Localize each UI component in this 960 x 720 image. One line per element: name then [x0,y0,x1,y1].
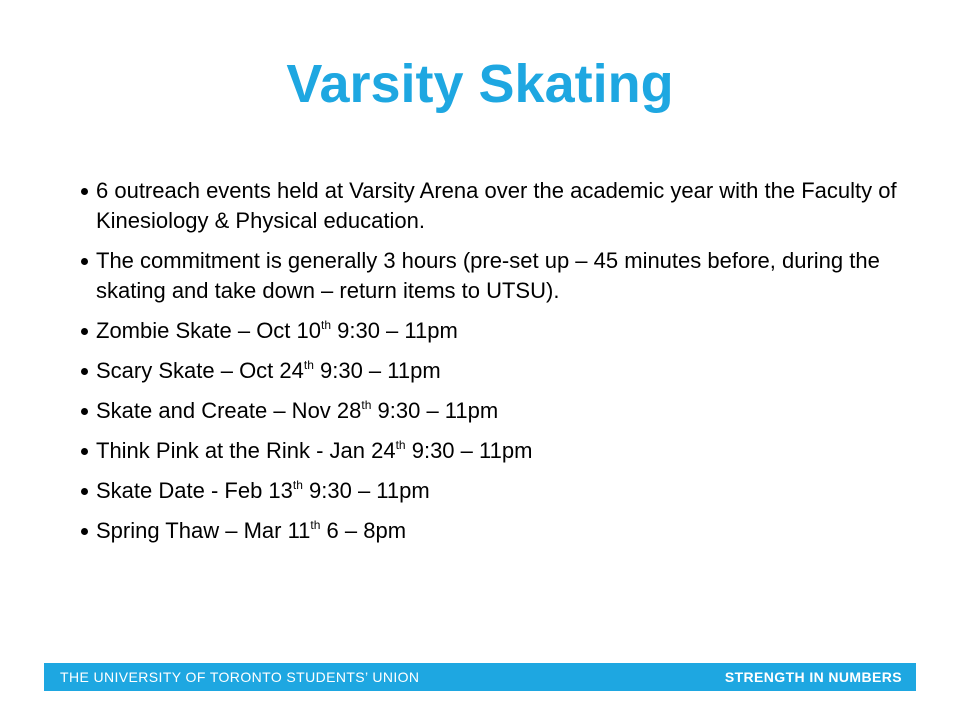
bullet-text-after: 9:30 – 11pm [313,358,441,383]
bullet-item [78,516,918,546]
bullet-superscript: th [395,438,406,452]
bullet-text-after: 9:30 – 11pm [371,398,499,423]
slide-title: Varsity Skating [286,54,674,114]
bullet-list [78,176,918,556]
bullet-superscript: th [292,478,303,492]
bullet-item [78,356,918,386]
bullet-item [78,246,918,306]
bullet-text: Skate and Create – Nov 28 [96,398,362,423]
bullet-item [78,436,918,466]
bullet-item [78,476,918,506]
bullet-item [78,396,918,426]
bullet-superscript: th [321,318,332,332]
bullet-text-after: 9:30 – 11pm [302,478,430,503]
bullet-text: Skate Date - Feb 13 [96,478,293,503]
bullet-superscript: th [303,358,314,372]
bullet-text-after: 6 – 8pm [320,518,407,543]
bullet-item [78,176,918,236]
bullet-text: Scary Skate – Oct 24 [96,358,304,383]
bullet-item [78,316,918,346]
bullet-text: Think Pink at the Rink - Jan 24 [96,438,396,463]
bullet-text: Zombie Skate – Oct 10 [96,318,321,343]
bullet-superscript: th [310,518,321,532]
bullet-text: Spring Thaw – Mar 11 [96,518,311,543]
footer-union-name: THE UNIVERSITY OF TORONTO STUDENTS’ UNION [60,669,420,685]
footer-slogan: STRENGTH IN NUMBERS [724,669,902,685]
bullet-text-after: 9:30 – 11pm [405,438,533,463]
bullet-superscript: th [361,398,372,412]
bullet-text: 6 outreach events held at Varsity Arena over the academic year with the Faculty of Kinesiology & Physical education. [96,178,897,233]
footer-bar [44,663,916,691]
bullet-text: The commitment is generally 3 hours (pre-set up – 45 minutes before, during the skating and take down – return items to UTSU). [96,248,880,303]
bullet-text-after: 9:30 – 11pm [331,318,458,343]
